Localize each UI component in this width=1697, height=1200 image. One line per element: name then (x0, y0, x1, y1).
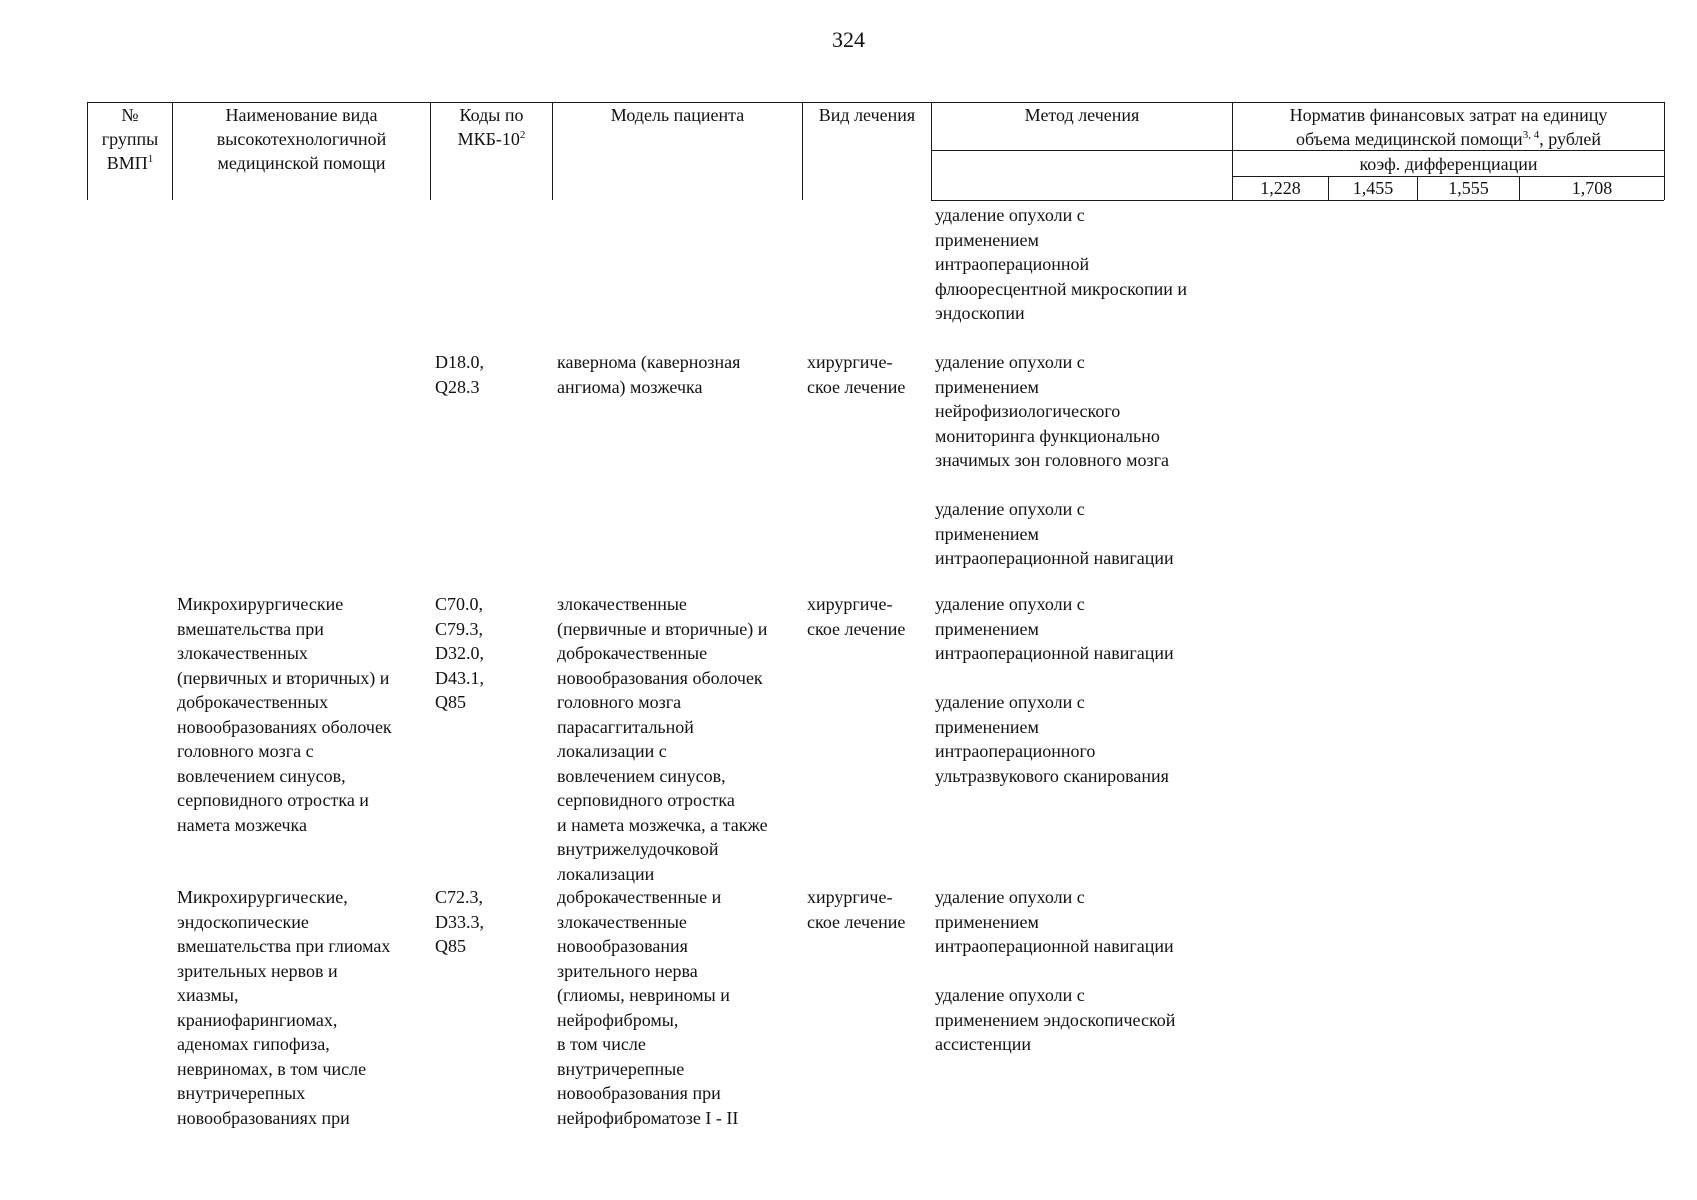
care-type-cell-line: Микрохирургические (177, 594, 344, 614)
header-care-type (173, 103, 430, 175)
patient-model-cell-line: парасаггитальной (557, 716, 694, 737)
patient-model-cell-line: локализации (557, 863, 655, 884)
header-financial-norm-line: Норматив финансовых затрат на единицу (1289, 105, 1608, 125)
icd-codes-cell-line: D32.0, (435, 643, 484, 663)
patient-model-cell-line: внутричерепные (557, 1058, 685, 1079)
patient-model-cell-line: в том числе (557, 1034, 646, 1054)
care-type-cell (177, 885, 429, 1130)
patient-model-cell (557, 592, 801, 886)
patient-model-cell-line: новообразования при (557, 1083, 721, 1103)
treatment-method-cell (935, 885, 1231, 1057)
patient-model-cell-line: (глиомы, невриномы и (557, 985, 730, 1005)
header-group-number (88, 103, 172, 175)
patient-model-cell (557, 350, 801, 399)
care-type-cell-line: краниофарингиомах, (177, 1009, 338, 1030)
treatment-method-line: нейрофизиологического (935, 401, 1121, 421)
treatment-method-line: применением (935, 523, 1039, 544)
icd-codes-cell-line: Q85 (435, 692, 466, 712)
header-financial-norm-line: объема медицинской помощи (1295, 129, 1523, 149)
treatment-method-line: удаление опухоли с (935, 499, 1085, 519)
care-type-cell-line: вмешательства при (177, 618, 324, 639)
treatment-type-cell-line: хирургиче- (807, 887, 893, 907)
treatment-method-line: эндоскопии (935, 303, 1025, 323)
treatment-type-cell (807, 885, 930, 934)
patient-model-cell-line: доброкачественные и (557, 887, 722, 907)
treatment-method-item (935, 497, 1231, 571)
header-patient-model: Модель пациента (610, 105, 745, 125)
treatment-method-line: интраоперационной навигации (935, 643, 1174, 663)
header-treatment-type: Вид лечения (818, 105, 916, 125)
treatment-method-item (935, 350, 1231, 473)
icd-codes-cell-line: C79.3, (435, 618, 484, 639)
patient-model-cell-line: нейрофиброматозе I - II (557, 1107, 739, 1128)
treatment-method-item (935, 690, 1231, 788)
treatment-method-line: интраоперационной навигации (935, 936, 1174, 956)
treatment-method-line: применением эндоскопической (935, 1009, 1176, 1030)
treatment-method-line: удаление опухоли с (935, 594, 1085, 614)
icd-codes-cell-line: C72.3, (435, 887, 484, 907)
care-type-cell-line: Микрохирургические, (177, 887, 348, 907)
care-type-cell-line: внутричерепных (177, 1083, 306, 1103)
icd-codes-cell-line: Q85 (435, 936, 466, 956)
care-type-cell (177, 592, 429, 837)
treatment-method-line: применением (935, 911, 1039, 932)
patient-model-cell-line: и намета мозжечка, а также (557, 814, 768, 835)
treatment-method-line: удаление опухоли с (935, 692, 1085, 712)
treatment-type-cell (807, 350, 930, 399)
icd-codes-cell-line: D33.3, (435, 911, 484, 932)
care-type-cell-line: (первичных и вторичных) и (177, 667, 390, 688)
header-care-type-line: медицинской помощи (217, 153, 386, 173)
header-icd-codes (431, 103, 552, 151)
header-coef-value: 1,455 (1352, 178, 1394, 198)
care-type-cell-line: злокачественных (177, 643, 308, 663)
care-type-cell-line: хиазмы, (177, 985, 239, 1005)
treatment-method-item (935, 885, 1231, 959)
patient-model-cell-line: внутрижелудочковой (557, 839, 719, 859)
icd-codes-cell-line: D43.1, (435, 667, 484, 688)
header-icd-codes-line: Коды по (459, 105, 524, 125)
patient-model-cell-line: вовлечением синусов, (557, 765, 726, 786)
treatment-method-line: ультразвукового сканирования (935, 765, 1169, 786)
header-col-line (1664, 102, 1665, 200)
treatment-method-line: интраоперационной (935, 254, 1090, 274)
patient-model-cell-line: доброкачественные (557, 643, 708, 663)
header-coef-value: 1,555 (1448, 178, 1489, 198)
treatment-method-item (935, 203, 1231, 326)
treatment-method-line: ассистенции (935, 1034, 1031, 1054)
care-type-cell-line: зрительных нервов и (177, 960, 338, 981)
treatment-type-cell (807, 592, 930, 641)
treatment-method-cell (935, 350, 1231, 571)
icd-codes-cell-line: Q28.3 (435, 376, 480, 397)
header-coef-value: 1,228 (1260, 178, 1301, 198)
header-care-type-line: Наименование вида (225, 105, 378, 125)
patient-model-cell-line: (первичные и вторичные) и (557, 618, 768, 639)
icd-codes-cell-line: C70.0, (435, 594, 484, 614)
patient-model-cell-line: головного мозга (557, 692, 682, 712)
header-coef-value: 1,708 (1571, 178, 1613, 198)
header-care-type-line: высокотехнологичной (216, 129, 387, 149)
care-type-cell-line: новообразованиях оболочек (177, 716, 392, 737)
icd-codes-cell-line: D18.0, (435, 352, 484, 372)
care-type-cell-line: эндоскопические (177, 911, 309, 932)
patient-model-cell-line: ангиома) мозжечка (557, 376, 703, 397)
header-icd-codes-line: МКБ-10 (457, 129, 520, 149)
treatment-type-cell-line: ское лечение (807, 911, 906, 932)
care-type-cell-line: намета мозжечка (177, 814, 308, 835)
patient-model-cell-line: зрительного нерва (557, 960, 698, 981)
treatment-method-item (935, 983, 1231, 1057)
header-treatment-method: Метод лечения (1024, 105, 1140, 125)
treatment-method-line: удаление опухоли с (935, 205, 1085, 225)
treatment-method-line: интраоперационной навигации (935, 548, 1174, 568)
treatment-method-line: применением (935, 376, 1039, 397)
patient-model-cell (557, 885, 801, 1130)
footnote-marker: 3, 4 (1522, 129, 1540, 141)
patient-model-cell-line: новообразования (557, 936, 688, 956)
header-group-number-line: ВМП (106, 153, 148, 173)
icd-codes-cell (435, 885, 550, 959)
treatment-method-line: применением (935, 618, 1039, 639)
treatment-method-line: удаление опухоли с (935, 887, 1085, 907)
header-financial-norm-unit: , рублей (1539, 129, 1602, 149)
icd-codes-cell (435, 350, 550, 399)
treatment-method-cell (935, 592, 1231, 788)
treatment-method-line: удаление опухоли с (935, 352, 1085, 372)
treatment-type-cell-line: ское лечение (807, 376, 906, 397)
treatment-method-line: интраоперационного (935, 741, 1096, 761)
care-type-cell-line: вмешательства при глиомах (177, 936, 391, 956)
care-type-cell-line: невриномах, в том числе (177, 1058, 367, 1079)
icd-codes-cell (435, 592, 550, 715)
treatment-method-line: применением (935, 229, 1039, 250)
treatment-method-cell (935, 203, 1231, 326)
patient-model-cell-line: серповидного отростка (557, 790, 735, 810)
care-type-cell-line: серповидного отростка и (177, 790, 369, 810)
care-type-cell-line: аденомах гипофиза, (177, 1034, 330, 1054)
care-type-cell-line: головного мозга с (177, 741, 314, 761)
patient-model-cell-line: нейрофибромы, (557, 1009, 679, 1030)
patient-model-cell-line: локализации с (557, 741, 667, 761)
treatment-type-cell-line: ское лечение (807, 618, 906, 639)
header-method-bottom-border (931, 200, 1664, 201)
treatment-method-line: флюоресцентной микроскопии и (935, 278, 1188, 299)
patient-model-cell-line: злокачественные (557, 594, 687, 614)
treatment-method-line: удаление опухоли с (935, 985, 1085, 1005)
page-number: 324 (832, 27, 865, 52)
treatment-method-item (935, 592, 1231, 666)
treatment-method-line: мониторинга функционально (935, 425, 1160, 446)
footnote-marker: 2 (519, 129, 526, 141)
treatment-method-line: значимых зон головного мозга (935, 450, 1169, 470)
header-financial-norm (1233, 103, 1664, 151)
header-group-number-line: группы (101, 129, 159, 149)
header-coef-label: коэф. дифференциации (1359, 154, 1538, 174)
patient-model-cell-line: кавернома (кавернозная (557, 352, 741, 372)
treatment-method-line: применением (935, 716, 1039, 737)
header-group-number-line: № (121, 105, 139, 125)
treatment-type-cell-line: хирургиче- (807, 352, 893, 372)
treatment-type-cell-line: хирургиче- (807, 594, 893, 614)
care-type-cell-line: вовлечением синусов, (177, 765, 346, 786)
care-type-cell-line: доброкачественных (177, 692, 329, 712)
patient-model-cell-line: злокачественные (557, 911, 687, 932)
footnote-marker: 1 (147, 153, 154, 165)
care-type-cell-line: новообразованиях при (177, 1107, 350, 1128)
patient-model-cell-line: новообразования оболочек (557, 667, 763, 688)
